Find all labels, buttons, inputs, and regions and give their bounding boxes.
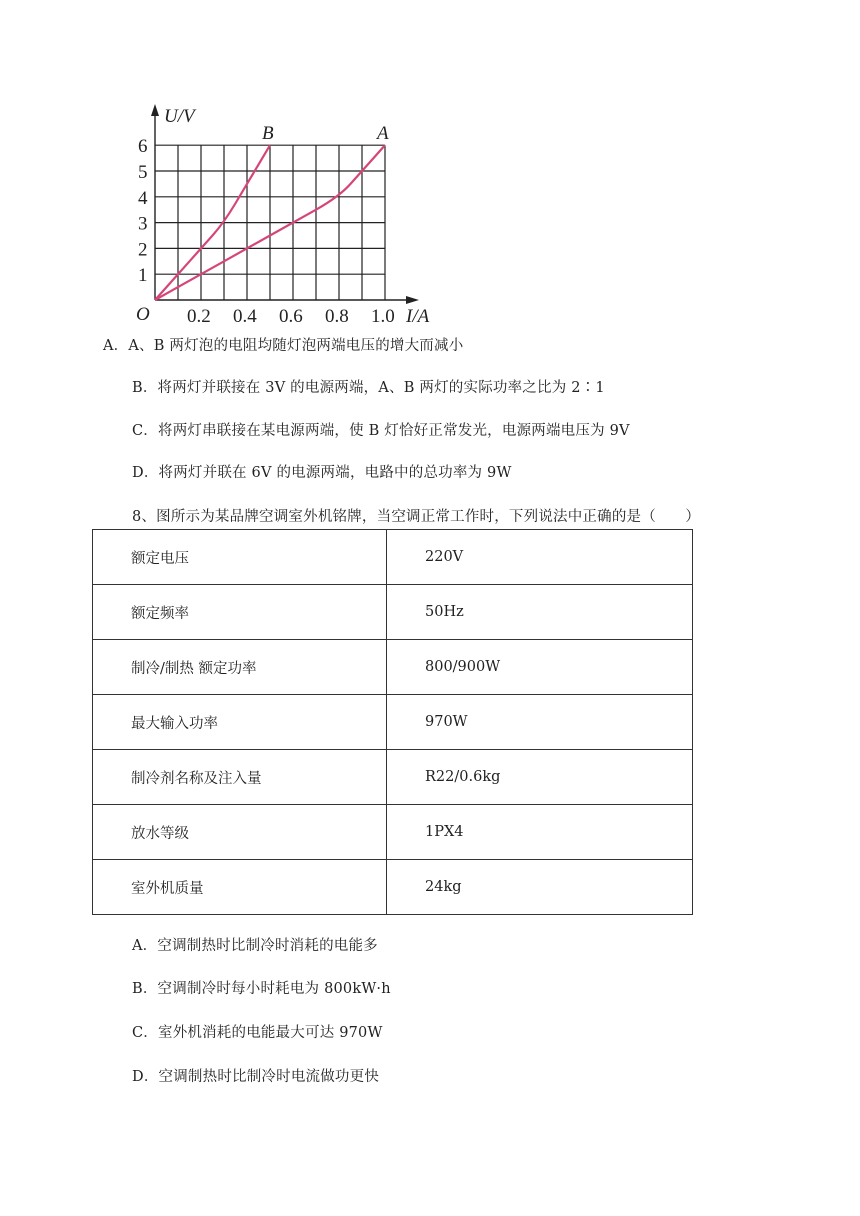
nameplate-key: 室外机质量	[93, 860, 387, 915]
y-tick-label: 5	[138, 162, 148, 183]
q7-option-a: A．A、B 两灯泡的电阻均随灯泡两端电压的增大而减小	[103, 338, 464, 354]
nameplate-value: 50Hz	[387, 585, 693, 640]
y-tick-label: 2	[138, 239, 148, 261]
q8-option-d: D．空调制热时比制冷时电流做功更快	[132, 1069, 380, 1085]
origin-label: O	[136, 304, 150, 325]
y-tick-label: 3	[138, 213, 148, 235]
q7-option-d: D．将两灯并联在 6V 的电源两端，电路中的总功率为 9W	[132, 465, 512, 481]
x-tick-label: 0.2	[187, 306, 211, 327]
x-axis-arrow-icon	[406, 296, 419, 304]
table-row	[93, 530, 693, 585]
x-tick-label: 0.8	[325, 306, 349, 327]
table-row	[93, 585, 693, 640]
nameplate-value: 220V	[387, 530, 693, 585]
nameplate-value: 970W	[387, 695, 693, 750]
nameplate-key: 制冷/制热 额定功率	[93, 640, 387, 695]
nameplate-key: 放水等级	[93, 805, 387, 860]
y-tick-label: 4	[138, 187, 148, 209]
q7-option-b: B．将两灯并联接在 3V 的电源两端，A、B 两灯的实际功率之比为 2∶1	[132, 380, 605, 396]
q8-option-a: A．空调制热时比制冷时消耗的电能多	[132, 938, 378, 954]
x-tick-label: 0.6	[279, 306, 303, 327]
nameplate-value: 800/900W	[387, 640, 693, 695]
table-row	[93, 860, 693, 915]
curve-b-label: B	[262, 123, 274, 145]
curve-a-label: A	[377, 123, 389, 145]
nameplate-key: 额定电压	[93, 530, 387, 585]
table-row	[93, 640, 693, 695]
nameplate-key: 最大输入功率	[93, 695, 387, 750]
nameplate-key: 制冷剂名称及注入量	[93, 750, 387, 805]
x-axis-label: I/A	[406, 306, 430, 327]
graph-grid	[155, 145, 385, 300]
y-tick-label: 6	[138, 136, 148, 158]
table-row	[93, 695, 693, 750]
nameplate-key: 额定频率	[93, 585, 387, 640]
nameplate-table	[92, 529, 693, 915]
q8-option-b: B．空调制冷时每小时耗电为 800kW·h	[132, 981, 391, 997]
q8-option-c: C．室外机消耗的电能最大可达 970W	[132, 1025, 383, 1041]
y-axis-label: U/V	[164, 106, 195, 127]
q8-stem: 8、图所示为某品牌空调室外机铭牌，当空调正常工作时，下列说法中正确的是（ ）	[132, 509, 701, 525]
nameplate-value: 24kg	[387, 860, 693, 915]
x-tick-label: 0.4	[233, 306, 257, 327]
nameplate-value: 1PX4	[387, 805, 693, 860]
x-tick-label: 1.0	[371, 306, 395, 327]
q7-option-c: C．将两灯串联接在某电源两端，使 B 灯恰好正常发光，电源两端电压为 9V	[132, 423, 630, 439]
y-tick-label: 1	[138, 265, 148, 287]
u-i-graph	[130, 100, 430, 330]
nameplate-value: R22/0.6kg	[387, 750, 693, 805]
y-axis-arrow-icon	[151, 104, 159, 116]
table-row	[93, 805, 693, 860]
table-row	[93, 750, 693, 805]
